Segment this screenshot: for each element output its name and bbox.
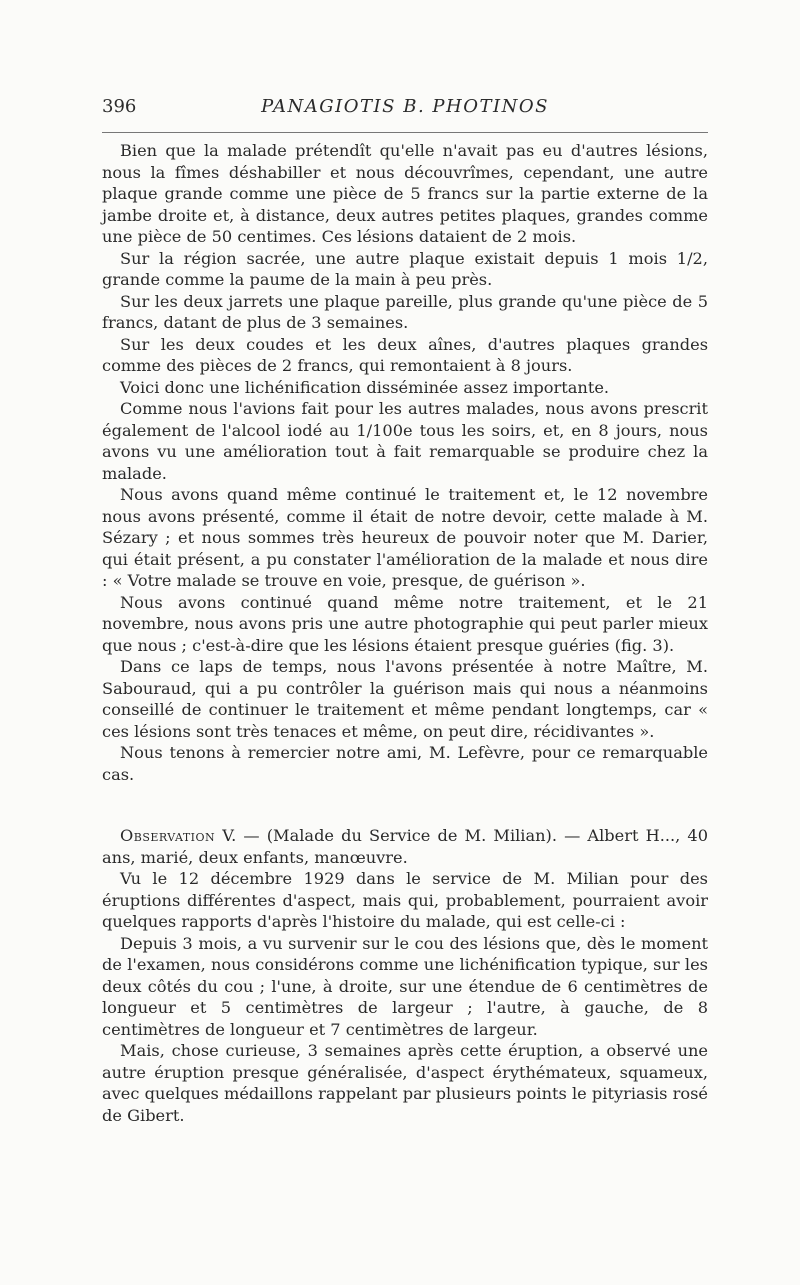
body-text [102, 140, 708, 1126]
paragraph: Nous avons continué quand même notre traitement, et le 21 novembre, nous avons pris une autre photographie qui peut parler mieux que nous ; c'est-à-dire que les lésions étaient presque guéries (fig. 3). [102, 592, 708, 655]
section-spacer [102, 785, 708, 825]
paragraph: Mais, chose curieuse, 3 semaines après cette éruption, a observé une autre éruption presque généralisée, d'aspect érythémateux, squameux, avec quelques médaillons rappelant par plusieurs points le pityriasis rosé de Gibert. [102, 1041, 708, 1125]
paragraph: Vu le 12 décembre 1929 dans le service de M. Milian pour des éruptions différentes d'aspect, mais qui, probablement, pourraient avoir quelques rapports d'après l'histoire du malade, qui est celle-ci : [102, 869, 708, 931]
header-rule [102, 132, 708, 133]
observation-heading [102, 825, 708, 868]
observation-label: Observation [120, 826, 216, 845]
paragraph: Comme nous l'avions fait pour les autres malades, nous avons prescrit également de l'alcool iodé au 1/100e tous les soirs, et, en 8 jours, nous avons vu une amélioration tout à fait remarquable se produire chez la malade. [102, 399, 708, 483]
paragraph: Dans ce laps de temps, nous l'avons présentée à notre Maître, M. Sabouraud, qui a pu contrôler la guérison mais qui nous a néanmoins conseillé de continuer le traitement et même pendant longtemps, car « ces lésions sont très tenaces et même, on peut dire, récidivantes ». [102, 657, 708, 741]
paragraph: Voici donc une lichénification disséminée assez importante. [120, 377, 610, 397]
paragraph: Sur la région sacrée, une autre plaque existait depuis 1 mois 1/2, grande comme la paume de la main à peu près. [102, 248, 708, 289]
paragraph: Bien que la malade prétendît qu'elle n'avait pas eu d'autres lésions, nous la fîmes déshabiller et nous découvrîmes, cependant, une autre plaque grande comme une pièce de 5 francs sur la partie externe de la jambe droite et, à distance, deux autres petites plaques, grandes comme une pièce de 50 centimes. Ces lésions dataient de 2 mois. [102, 141, 708, 246]
observation-heading-text: V. — (Malade du Service de M. Milian). — Albert H..., 40 ans, marié, deux enfants, manœuvre. [102, 826, 708, 867]
paragraph: Nous avons quand même continué le traitement et, le 12 novembre nous avons présenté, comme il était de notre devoir, cette malade à M. Sézary ; et nous sommes très heureux de pouvoir noter que M. Darier, qui était présent, a pu constater l'amélioration de la malade et nous dire : « Votre malade se trouve en voie, presque, de guérison ». [102, 485, 708, 590]
paragraph: Depuis 3 mois, a vu survenir sur le cou des lésions que, dès le moment de l'examen, nous considérons comme une lichénification typique, sur les deux côtés du cou ; l'une, à droite, sur une étendue de 6 centimètres de longueur et 5 centimètres de largeur ; l'autre, à gauche, de 8 centimètres de longueur et 7 centimètres de largeur. [102, 933, 708, 1039]
paragraph: Nous tenons à remercier notre ami, M. Lefèvre, pour ce remarquable cas. [102, 743, 708, 784]
paragraph: Sur les deux jarrets une plaque pareille, plus grande qu'une pièce de 5 francs, datant de plus de 3 semaines. [102, 291, 708, 332]
page-number: 396 [102, 96, 137, 117]
running-head: PANAGIOTIS B. PHOTINOS [261, 96, 549, 117]
paragraph: Sur les deux coudes et les deux aînes, d'autres plaques grandes comme des pièces de 2 francs, qui remontaient à 8 jours. [102, 334, 708, 375]
page-header [102, 96, 708, 122]
